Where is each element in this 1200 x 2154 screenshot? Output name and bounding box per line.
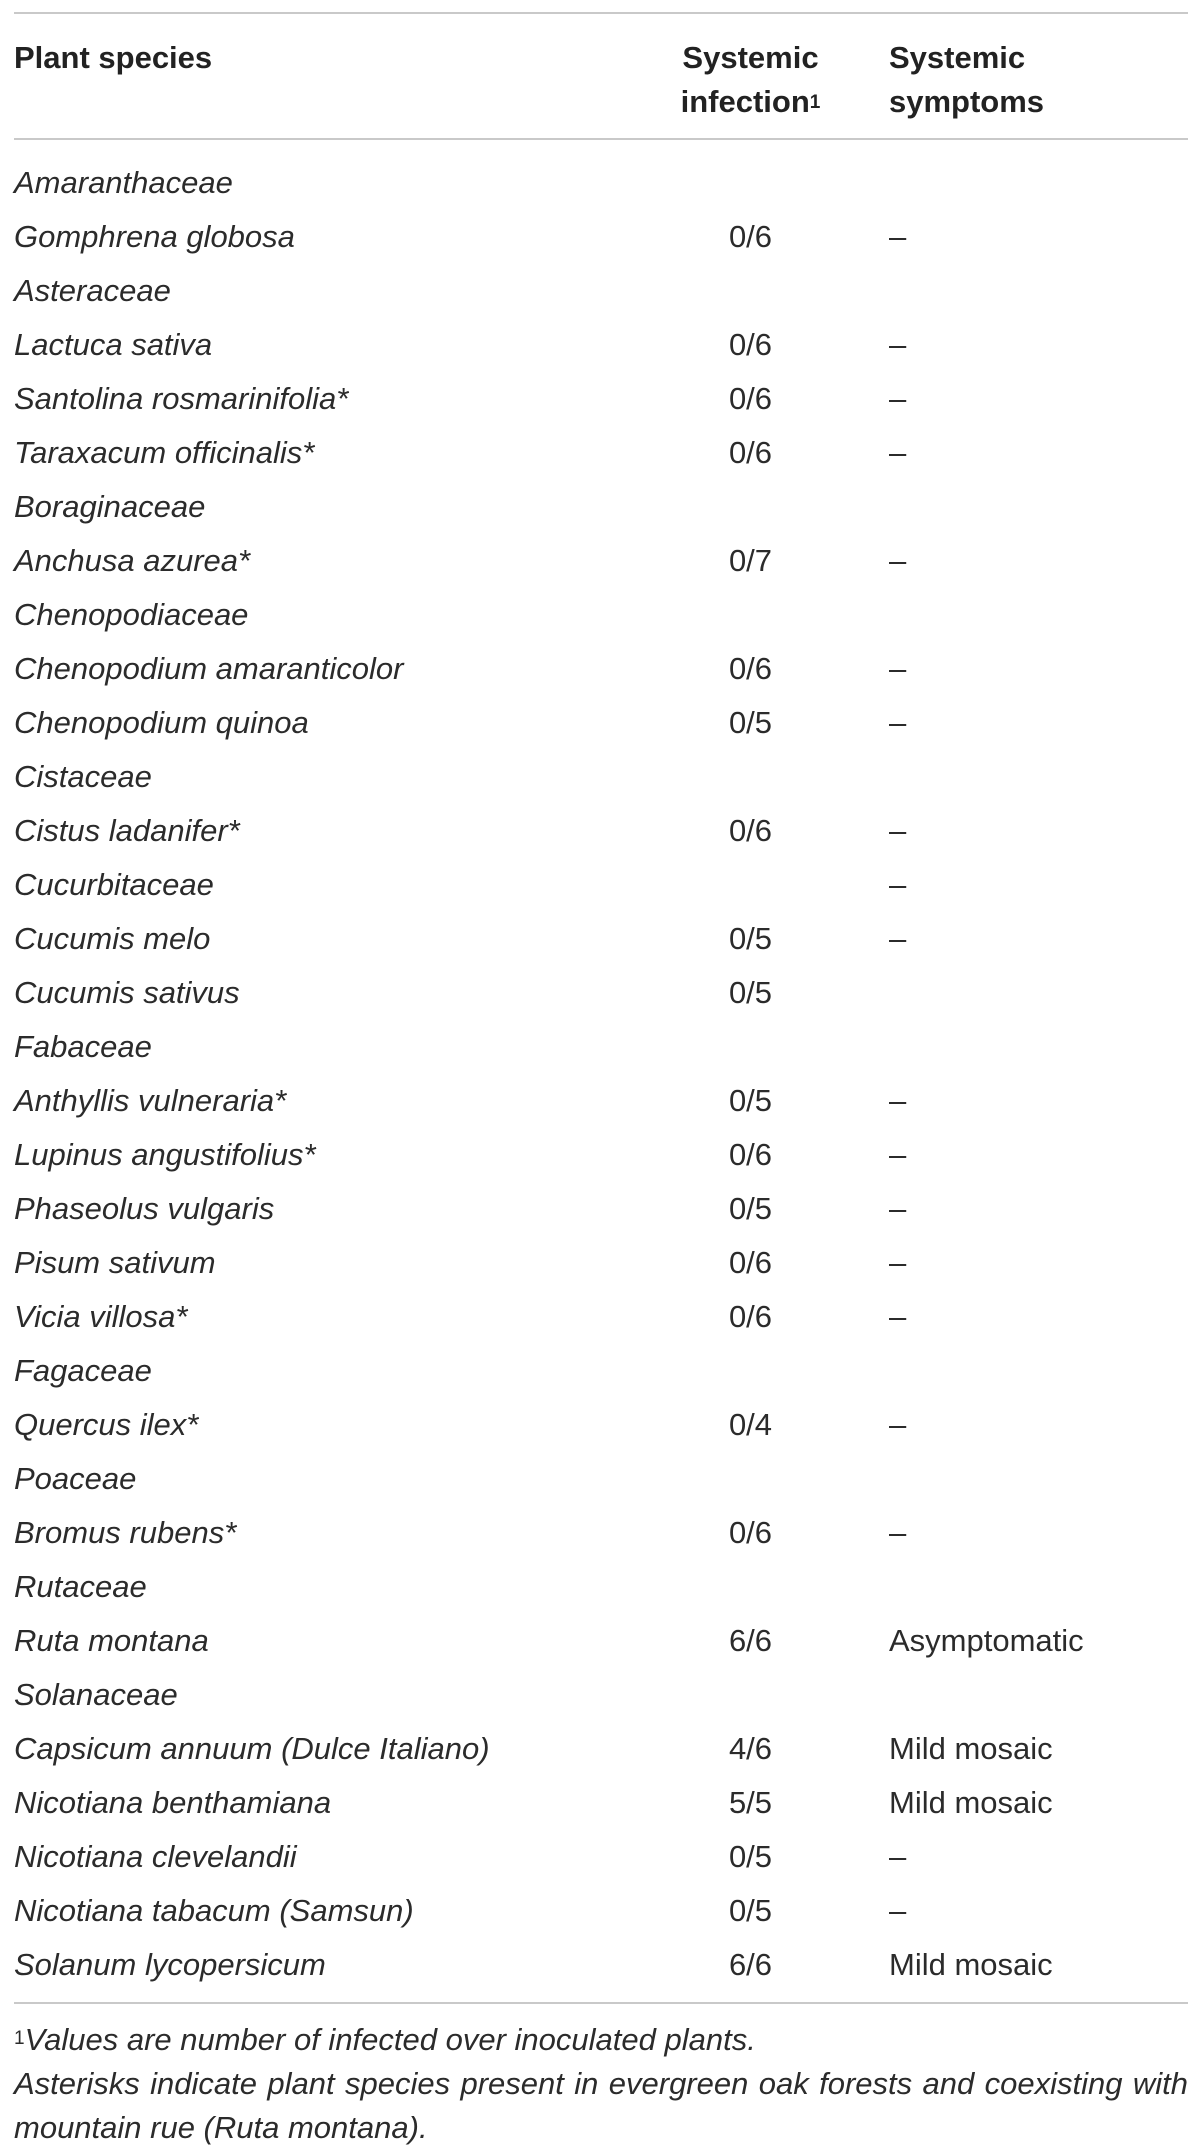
cell-infection: 0/6 — [728, 1137, 773, 1172]
header-systemic-infection — [634, 36, 859, 124]
cell-infection: 6/6 — [728, 1947, 773, 1982]
table-row — [14, 1506, 1188, 1560]
cell-species: Cucumis melo — [14, 921, 211, 956]
cell-species: Lupinus angustifolius* — [14, 1137, 316, 1172]
table-row — [14, 1668, 1188, 1722]
cell-species: Ruta montana — [14, 1623, 209, 1658]
cell-species: Cistaceae — [14, 759, 152, 794]
cell-infection: 5/5 — [728, 1785, 773, 1820]
table-row — [14, 534, 1188, 588]
header-infection-line1: Systemic — [682, 40, 819, 75]
cell-species: Fagaceae — [14, 1353, 152, 1388]
cell-species: Quercus ilex* — [14, 1407, 199, 1442]
table-row — [14, 804, 1188, 858]
table-row — [14, 264, 1188, 318]
table-row — [14, 1560, 1188, 1614]
table-row — [14, 318, 1188, 372]
table-row — [14, 696, 1188, 750]
cell-species: Nicotiana benthamiana — [14, 1785, 332, 1820]
cell-infection: 0/5 — [728, 921, 773, 956]
cell-symptoms: – — [889, 921, 907, 956]
cell-symptoms: Asymptomatic — [889, 1623, 1084, 1658]
footnote-1-text: Values are number of infected over inoculated plants. — [24, 2022, 756, 2057]
cell-species: Lactuca sativa — [14, 327, 213, 362]
table-row — [14, 1452, 1188, 1506]
table-row — [14, 1074, 1188, 1128]
header-symptoms-line1: Systemic — [889, 40, 1026, 75]
table-row — [14, 480, 1188, 534]
table-row — [14, 1290, 1188, 1344]
cell-symptoms: – — [889, 219, 907, 254]
table-row — [14, 1182, 1188, 1236]
cell-species: Chenopodium amaranticolor — [14, 651, 404, 686]
host-range-table — [14, 12, 1188, 2150]
cell-species: Nicotiana tabacum (Samsun) — [14, 1893, 414, 1928]
cell-symptoms: – — [889, 1191, 907, 1226]
cell-species: Chenopodiaceae — [14, 597, 249, 632]
table-row — [14, 1722, 1188, 1776]
table-row — [14, 588, 1188, 642]
cell-species: Fabaceae — [14, 1029, 152, 1064]
cell-infection: 4/6 — [728, 1731, 773, 1766]
cell-symptoms: – — [889, 867, 907, 902]
table-row — [14, 372, 1188, 426]
header-infection-line2: infection — [680, 84, 810, 119]
header-systemic-symptoms — [859, 36, 1188, 124]
table-row — [14, 912, 1188, 966]
cell-infection: 0/6 — [728, 381, 773, 416]
cell-infection: 0/6 — [728, 813, 773, 848]
cell-species: Pisum sativum — [14, 1245, 216, 1280]
cell-infection: 0/5 — [728, 1083, 773, 1118]
table-row — [14, 1884, 1188, 1938]
table-row — [14, 1398, 1188, 1452]
cell-infection: 0/4 — [728, 1407, 773, 1442]
cell-symptoms: – — [889, 1839, 907, 1874]
cell-infection: 0/5 — [728, 1893, 773, 1928]
cell-symptoms: – — [889, 1083, 907, 1118]
header-plant-species: Plant species — [14, 40, 213, 75]
cell-symptoms: – — [889, 705, 907, 740]
table-row — [14, 426, 1188, 480]
cell-infection: 0/6 — [728, 219, 773, 254]
cell-infection: 0/6 — [728, 1245, 773, 1280]
cell-symptoms: – — [889, 543, 907, 578]
cell-symptoms: – — [889, 1245, 907, 1280]
cell-infection: 0/7 — [728, 543, 773, 578]
table-body — [14, 140, 1188, 2002]
table-row — [14, 156, 1188, 210]
cell-infection: 0/6 — [728, 1299, 773, 1334]
cell-species: Cucumis sativus — [14, 975, 240, 1010]
cell-species: Rutaceae — [14, 1569, 147, 1604]
cell-symptoms: – — [889, 1407, 907, 1442]
cell-symptoms: – — [889, 1893, 907, 1928]
table-row — [14, 210, 1188, 264]
cell-species: Phaseolus vulgaris — [14, 1191, 275, 1226]
cell-infection: 0/5 — [728, 1839, 773, 1874]
cell-infection: 6/6 — [728, 1623, 773, 1658]
table-row — [14, 966, 1188, 1020]
cell-symptoms: – — [889, 651, 907, 686]
cell-species: Chenopodium quinoa — [14, 705, 309, 740]
table-row — [14, 1776, 1188, 1830]
table-header — [14, 14, 1188, 138]
cell-species: Boraginaceae — [14, 489, 206, 524]
table-row — [14, 1830, 1188, 1884]
cell-species: Poaceae — [14, 1461, 137, 1496]
cell-symptoms: – — [889, 813, 907, 848]
table-row — [14, 1236, 1188, 1290]
header-footnote-marker: 1 — [809, 92, 821, 113]
footnote-2: Asterisks indicate plant species present in evergreen oak forests and coexisting with mountain rue (Ruta montana). — [14, 2066, 1188, 2145]
cell-infection: 0/6 — [728, 651, 773, 686]
cell-species: Vicia villosa* — [14, 1299, 188, 1334]
cell-species: Santolina rosmarinifolia* — [14, 381, 349, 416]
table-row — [14, 858, 1188, 912]
cell-symptoms: – — [889, 1515, 907, 1550]
cell-species: Anchusa azurea* — [14, 543, 251, 578]
cell-infection: 0/5 — [728, 705, 773, 740]
table-row — [14, 642, 1188, 696]
cell-symptoms: – — [889, 327, 907, 362]
table-row — [14, 1128, 1188, 1182]
cell-infection: 0/5 — [728, 975, 773, 1010]
cell-infection: 0/6 — [728, 1515, 773, 1550]
cell-species: Cucurbitaceae — [14, 867, 214, 902]
table-row — [14, 1938, 1188, 1992]
cell-species: Asteraceae — [14, 273, 171, 308]
footnote-1-marker: 1 — [14, 2028, 25, 2049]
cell-species: Capsicum annuum (Dulce Italiano) — [14, 1731, 490, 1766]
cell-species: Cistus ladanifer* — [14, 813, 240, 848]
table-row — [14, 750, 1188, 804]
cell-symptoms: – — [889, 1137, 907, 1172]
table-row — [14, 1344, 1188, 1398]
cell-species: Gomphrena globosa — [14, 219, 295, 254]
cell-species: Taraxacum officinalis* — [14, 435, 315, 470]
table-row — [14, 1020, 1188, 1074]
cell-infection: 0/6 — [728, 435, 773, 470]
cell-symptoms: Mild mosaic — [889, 1947, 1053, 1982]
table-row — [14, 1614, 1188, 1668]
cell-symptoms: – — [889, 381, 907, 416]
cell-species: Amaranthaceae — [14, 165, 233, 200]
cell-symptoms: Mild mosaic — [889, 1731, 1053, 1766]
header-symptoms-line2: symptoms — [889, 84, 1045, 119]
cell-infection: 0/5 — [728, 1191, 773, 1226]
cell-species: Anthyllis vulneraria* — [14, 1083, 287, 1118]
cell-infection: 0/6 — [728, 327, 773, 362]
cell-symptoms: – — [889, 1299, 907, 1334]
cell-species: Solanum lycopersicum — [14, 1947, 326, 1982]
footnote-1 — [14, 2018, 1188, 2062]
cell-species: Nicotiana clevelandii — [14, 1839, 297, 1874]
cell-species: Solanaceae — [14, 1677, 178, 1712]
table-footnotes — [14, 2004, 1188, 2150]
cell-symptoms: – — [889, 435, 907, 470]
cell-species: Bromus rubens* — [14, 1515, 237, 1550]
cell-symptoms: Mild mosaic — [889, 1785, 1053, 1820]
